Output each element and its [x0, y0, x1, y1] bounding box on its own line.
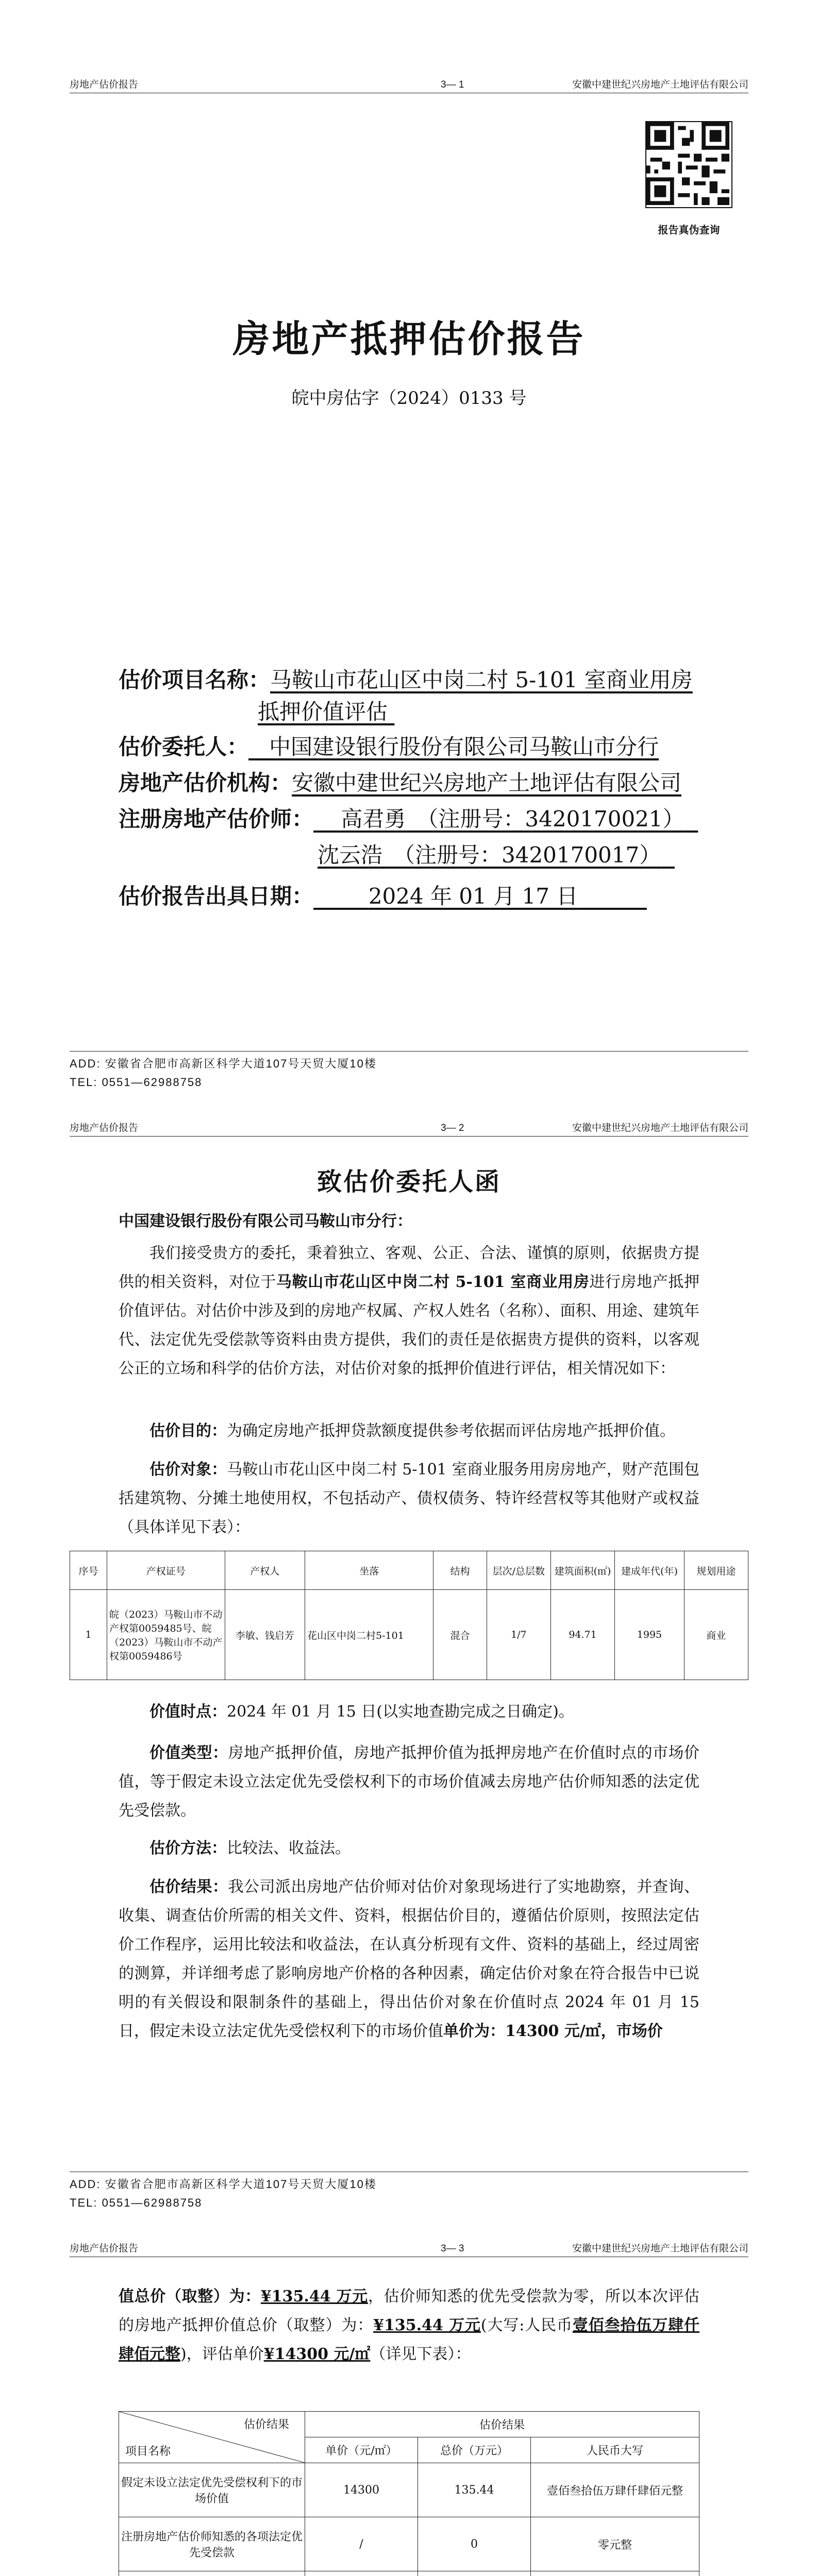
letter-page [0, 1121, 818, 2223]
qr-code[interactable] [645, 121, 732, 208]
page-header: 房地产估价报告 3— 3 安徽中建世纪兴房地产土地评估有限公司 [70, 2241, 748, 2257]
page-header: 房地产估价报告 3— 2 安徽中建世纪兴房地产土地评估有限公司 [70, 1121, 748, 1137]
letter-page-continued [0, 2241, 818, 2576]
method-paragraph: 估价方法：比较法、收益法。 [149, 1839, 350, 1857]
table-row: 假定未设立法定优先受偿权利下的市场价值 14300 135.44 壹佰叁拾伍万肆仟肆佰元整 [119, 2463, 699, 2517]
page-footer: ADD: 安徽省合肥市高新区科学大道107号天贸大厦10楼 TEL: 0551—62988758 [70, 2172, 748, 2212]
appraiser-row: 注册房地产估价师： 高君勇 （注册号：3420170021） [119, 806, 685, 832]
table-row: 注册房地产估价师知悉的各项法定优先受偿款 / 0 零元整 [119, 2517, 699, 2571]
project-name-row-2: 抵押价值评估 [258, 699, 388, 724]
qr-code-icon [646, 122, 729, 205]
property-table: 序号 产权证号 产权人 坐落 结构 层次/总层数 建筑面积(㎡) 建成年代(年) 规划用途 1 皖（2023）马鞍山市不动产权第0059485号、皖（2023）马鞍山市不动产权第0059486号 李敏、钱启芳 花山区中岗二村5-101 混合 1/7 94.71 1995 商业 [70, 1551, 748, 1680]
report-number: 皖中房估字（2024）0133 号 [291, 388, 527, 409]
report-title: 房地产抵押估价报告 [232, 317, 586, 361]
value-type-paragraph: 价值类型：房地产抵押价值，房地产抵押价值为抵押房地产在价值时点的市场价值，等于假定未设立法定优先受偿权利下的市场价值减去房地产估价师知悉的法定优先受偿款。 [119, 1744, 699, 1820]
cover-page [0, 0, 818, 1103]
purpose-paragraph: 估价目的：为确定房地产抵押贷款额度提供参考依据而评估房地产抵押价值。 [149, 1422, 675, 1440]
letter-title: 致估价委托人函 [316, 1167, 501, 1196]
table-row: 1 皖（2023）马鞍山市不动产权第0059485号、皖（2023）马鞍山市不动产权第0059486号 李敏、钱启芳 花山区中岗二村5-101 混合 1/7 94.71 1995 商业 [70, 1590, 748, 1680]
object-paragraph: 估价对象：马鞍山市花山区中岗二村 5-101 室商业服务用房房地产，财产范围包括建筑物、分摊土地使用权，不包括动产、债权债务、特许经营权等其他财产或权益（具体详见下表）： [119, 1461, 699, 1536]
client-row: 估价委托人： 中国建设银行股份有限公司马鞍山市分行 [119, 734, 659, 759]
page-header: 房地产估价报告 3— 1 安徽中建世纪兴房地产土地评估有限公司 [70, 77, 748, 93]
value-date-paragraph: 价值时点：2024 年 01 月 15 日(以实地查勘完成之日确定)。 [149, 1703, 574, 1721]
letter-recipient: 中国建设银行股份有限公司马鞍山市分行： [119, 1212, 412, 1230]
result-summary-paragraph: 值总价（取整）为：¥135.44 万元，估价师知悉的优先受偿款为零，所以本次评估的房地产抵押价值总价（取整）为：¥135.44 万元(大写:人民币壹佰叁拾伍万肆仟肆佰元整)，评估单价¥14300 元/㎡（详见下表）： [119, 2287, 700, 2363]
qr-caption: 报告真伪查询 [658, 224, 720, 236]
page-footer: ADD: 安徽省合肥市高新区科学大道107号天贸大厦10楼 TEL: 0551—62988758 [70, 1051, 748, 1092]
table-row [119, 2571, 699, 2576]
appraiser-row-2: 沈云浩 （注册号：3420170017） [318, 842, 661, 868]
project-name-row: 估价项目名称：马鞍山市花山区中岗二村 5-101 室商业用房 [119, 667, 693, 692]
report-date-row: 估价报告出具日期： 2024 年 01 月 17 日 [119, 884, 578, 909]
agency-row: 房地产估价机构：安徽中建世纪兴房地产土地评估有限公司 [119, 770, 682, 795]
intro-paragraph: 我们接受贵方的委托，秉着独立、客观、公正、合法、谨慎的原则，依据贵方提供的相关资料，对位于马鞍山市花山区中岗二村 5-101 室商业用房进行房地产抵押价值评估。对估价中涉及到的房地产权属、产权人姓名（名称）、面积、用途、建筑年代、法定优先受偿款等资料由贵方提供，我们的责任是依据贵方提供的资料，以客观公正的立场和科学的估价方法，对估价对象的抵押价值进行评估，相关情况如下： [119, 1244, 700, 1378]
result-paragraph: 估价结果：我公司派出房地产估价师对估价对象现场进行了实地勘察，并查询、收集、调查估价所需的相关文件、资料，根据估价目的，遵循估价原则，按照法定估价工作程序，运用比较法和收益法，在认真分析现有文件、资料的基础上，经过周密的测算，并详细考虑了影响房地产价格的各种因素，确定估价对象在符合报告中已说明的有关假设和限制条件的基础上，得出估价对象在价值时点 2024 年 01 月 15 日，假定未设立法定优先受偿权利下的市场价值单价为：14300 元/㎡，市场价 [119, 1878, 699, 2040]
valuation-table: 估价结果 项目名称 估价结果 单价（元/㎡） 总价（万元） 人民币大写 假定未设立法定优先受偿权利下的市场价值 14300 135.44 壹佰叁拾伍万肆仟肆佰元整 注册房地产估价师知悉的各项法定优先受偿款 / 0 零元整 [119, 2411, 699, 2576]
